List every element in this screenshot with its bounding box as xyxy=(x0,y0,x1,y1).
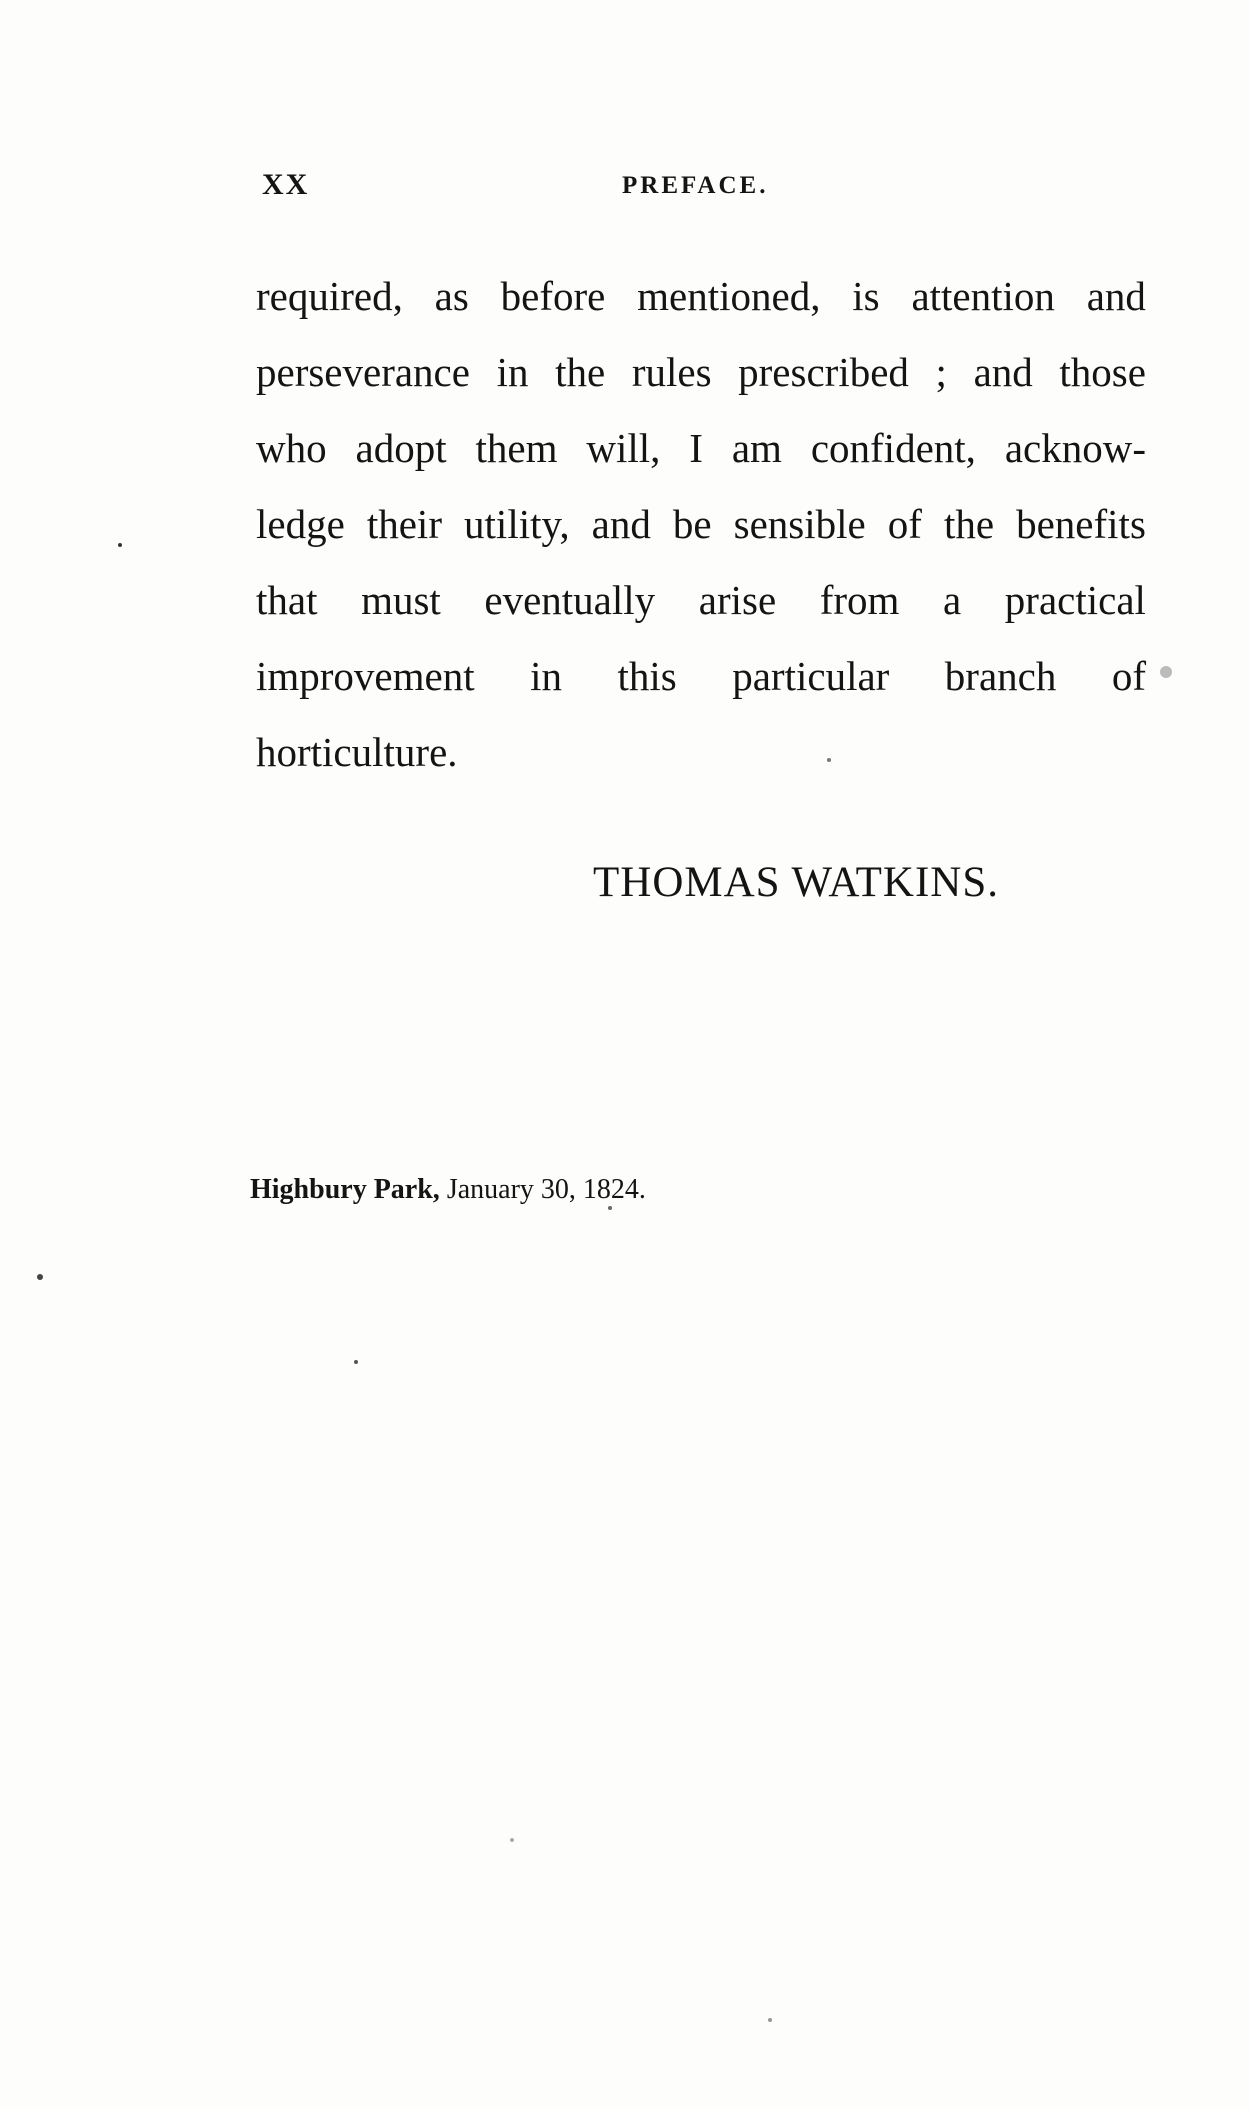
word: am xyxy=(731,425,782,471)
word: those xyxy=(1059,349,1146,395)
running-title: PREFACE. xyxy=(622,172,769,199)
word: ledge xyxy=(256,501,345,547)
word: that xyxy=(256,577,318,623)
word: is xyxy=(852,273,880,319)
word: from xyxy=(819,577,900,623)
word: sensible xyxy=(733,501,866,547)
word: particular xyxy=(732,653,890,699)
word: prescribed xyxy=(738,349,909,395)
text-line xyxy=(256,258,1146,334)
word: utility, xyxy=(464,501,570,547)
word: be xyxy=(672,501,712,547)
dateline xyxy=(250,1174,646,1206)
word: of xyxy=(887,501,922,547)
word: as xyxy=(434,273,469,319)
word: them xyxy=(475,425,558,471)
word: the xyxy=(555,349,606,395)
word: confident, xyxy=(810,425,976,471)
page-number: XX xyxy=(262,168,310,201)
word: and xyxy=(1086,273,1146,319)
word: arise xyxy=(698,577,777,623)
running-head xyxy=(262,168,1142,208)
word: benefits xyxy=(1016,501,1146,547)
word: and xyxy=(591,501,651,547)
word: will, xyxy=(586,425,661,471)
word: branch xyxy=(944,653,1057,699)
text-line xyxy=(256,714,1146,790)
word: in xyxy=(530,653,563,699)
dateline-place: Highbury Park, xyxy=(250,1174,440,1205)
word: this xyxy=(617,653,677,699)
text-line xyxy=(256,638,1146,714)
word: in xyxy=(496,349,529,395)
word: rules xyxy=(631,349,712,395)
word: before xyxy=(500,273,606,319)
word: a xyxy=(943,577,962,623)
word: horticulture. xyxy=(256,729,458,775)
text-line xyxy=(256,562,1146,638)
word: required, xyxy=(256,273,403,319)
word: mentioned, xyxy=(637,273,821,319)
text-line xyxy=(256,486,1146,562)
word: attention xyxy=(911,273,1055,319)
text-line xyxy=(256,334,1146,410)
word: adopt xyxy=(355,425,447,471)
word: must xyxy=(361,577,441,623)
word: and xyxy=(973,349,1033,395)
word: who xyxy=(256,425,327,471)
word: eventually xyxy=(484,577,656,623)
word: acknow- xyxy=(1004,425,1146,471)
word: of xyxy=(1111,653,1146,699)
word: I xyxy=(689,425,703,471)
word: ; xyxy=(935,349,947,395)
dateline-date: January 30, 1824. xyxy=(446,1174,646,1205)
body-paragraph xyxy=(256,258,1146,790)
word: improvement xyxy=(256,653,475,699)
author-signature: THOMAS WATKINS. xyxy=(593,859,1000,906)
text-line xyxy=(256,410,1146,486)
word: practical xyxy=(1004,577,1146,623)
word: their xyxy=(366,501,442,547)
word: the xyxy=(943,501,995,547)
word: perseverance xyxy=(256,349,470,395)
